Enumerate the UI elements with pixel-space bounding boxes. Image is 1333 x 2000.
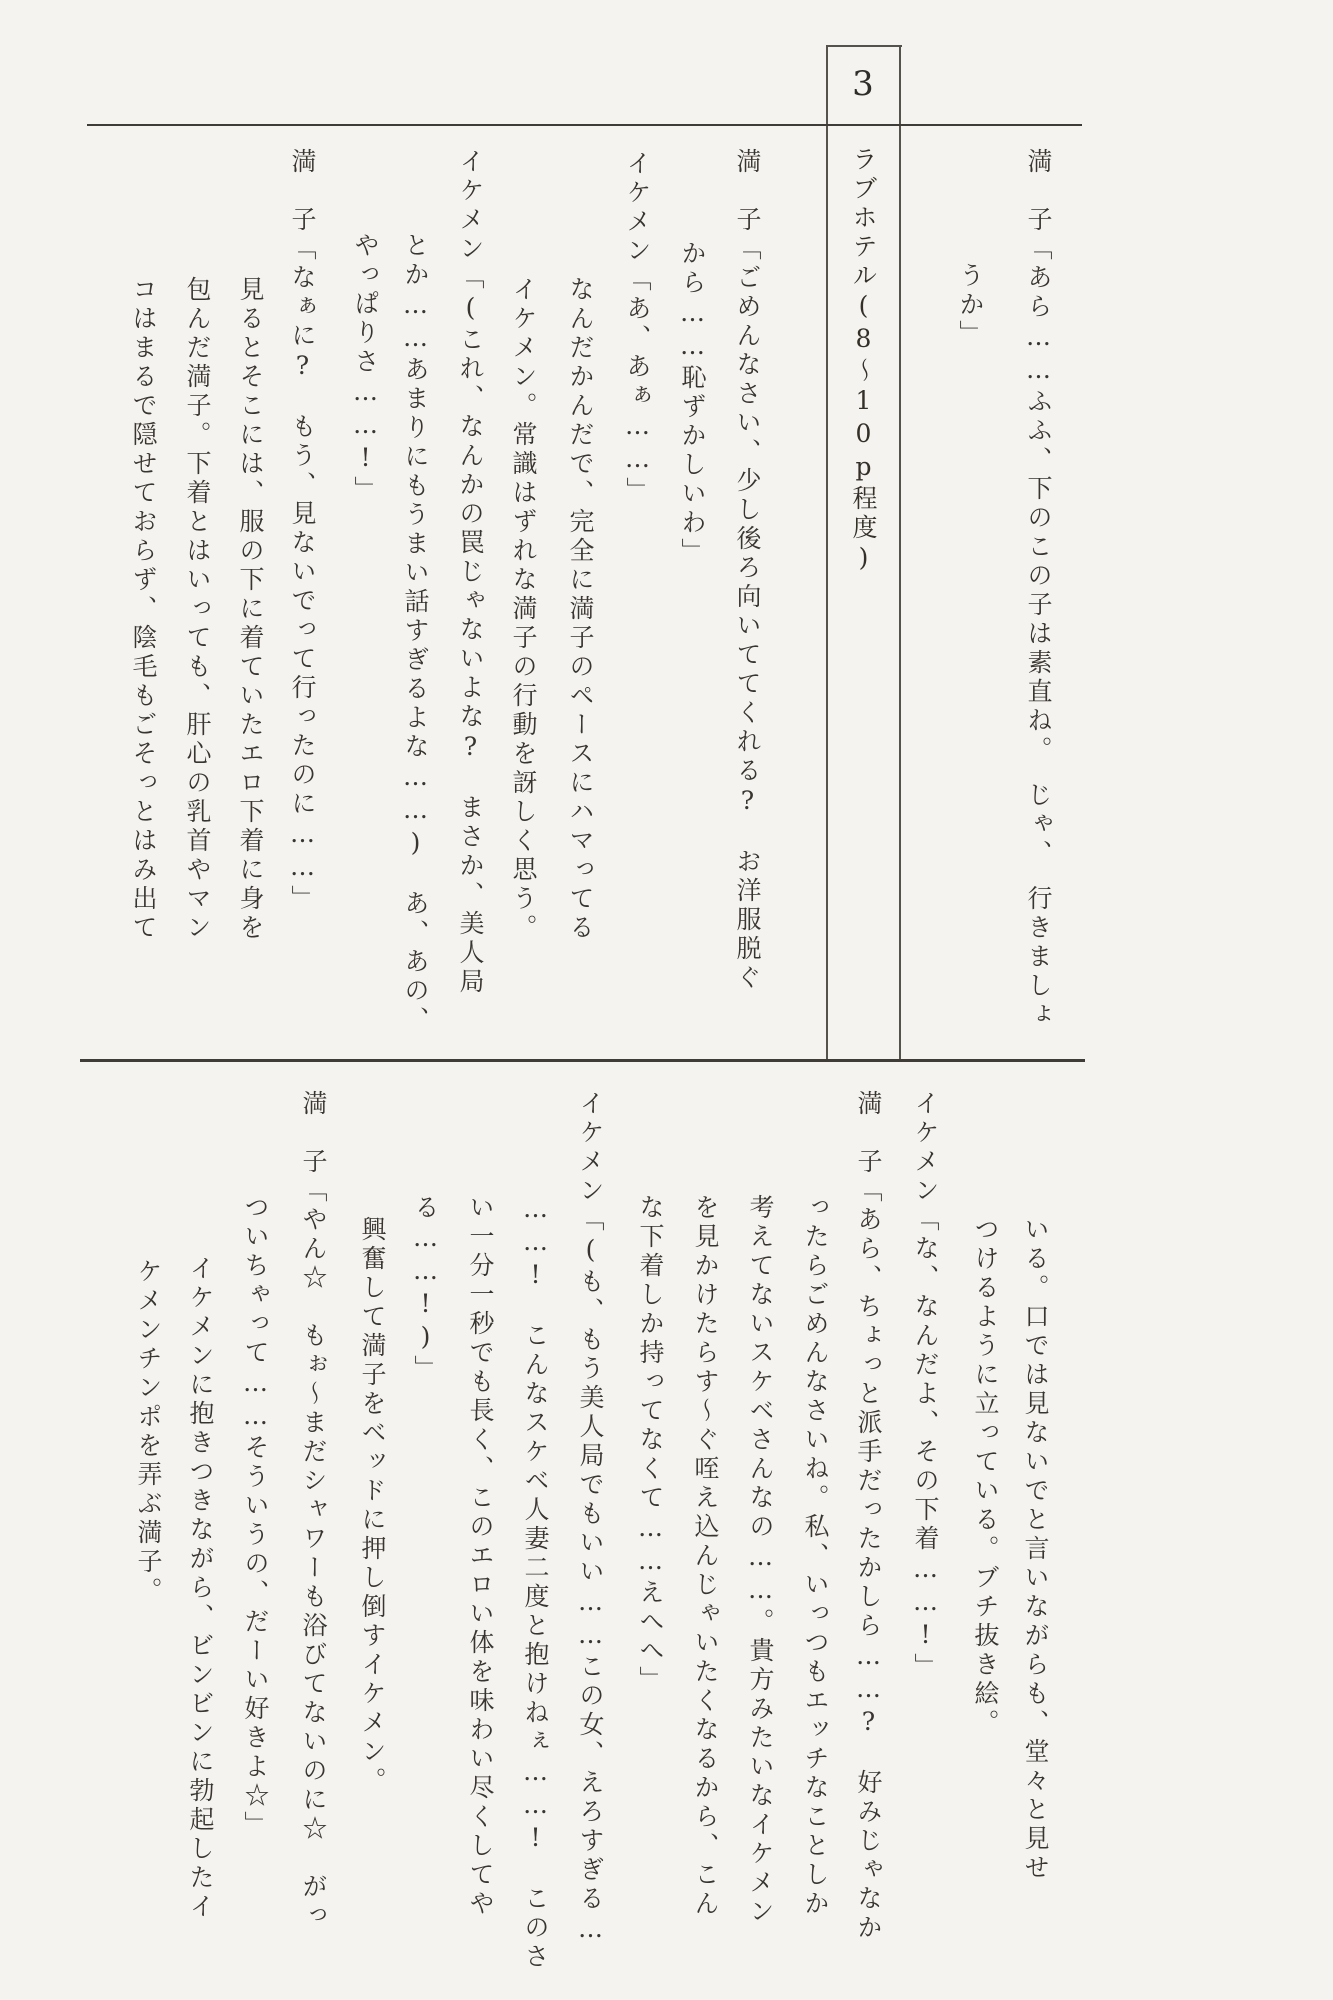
script-line-dialogue: イケメン「な、なんだよ、その下着……!」 <box>911 1090 940 1682</box>
script-line-narration: つけるように立っている。ブチ抜き絵。 <box>971 1216 1000 1738</box>
scene-title-box-right-line <box>899 45 901 1060</box>
scene-title-box-left-line <box>826 45 828 1060</box>
script-line-continuation: から……恥ずかしいわ」 <box>678 240 707 567</box>
script-line-narration: なんだかんだで、完全に満子のペースにハマってる <box>566 276 595 943</box>
script-line-narration: イケメンに抱きつきながら、ビンビンに勃起したイ <box>186 1255 215 1922</box>
script-line-dialogue: 満 子「ごめんなさい、少し後ろ向いててくれる? お洋服脱ぐ <box>733 148 762 993</box>
script-line-continuation: い一分一秒でも長く、このエロい体を味わい尽くしてや <box>466 1194 495 1919</box>
section-divider-rule <box>80 1059 1085 1062</box>
script-line-dialogue: イケメン「(も、もう美人局でもいい……この女、えろすぎる… <box>576 1090 605 1947</box>
script-line-narration: 興奮して満子をベッドに押し倒すイケメン。 <box>358 1216 387 1796</box>
script-line-continuation: な下着しか持ってなくて……えへへ」 <box>636 1194 665 1695</box>
script-line-continuation: 考えてないスケベさんなの……。貴方みたいなイケメン <box>746 1194 775 1927</box>
script-line-continuation: る……!)」 <box>411 1194 440 1384</box>
script-line-continuation: うか」 <box>956 262 985 349</box>
script-line-continuation: ついちゃって……そういうの、だーい好きよ☆」 <box>241 1194 270 1840</box>
script-line-narration: コはまるで隠せておらず、陰毛もごそっとはみ出て <box>129 276 158 943</box>
script-line-continuation: を見かけたらす〜ぐ咥え込んじゃいたくなるから、こん <box>691 1194 720 1919</box>
script-line-dialogue: 満 子「あら、ちょっと派手だったかしら……? 好みじゃなか <box>854 1090 883 1943</box>
script-line-dialogue: 満 子「なぁに? もう、見ないでって行ったのに……」 <box>288 148 317 914</box>
script-line-narration: ケメンチンポを弄ぶ満子。 <box>134 1258 163 1606</box>
page-number: 3 <box>852 64 874 104</box>
script-line-continuation: とか……あまりにもうまい話すぎるよな……) あ、あの、 <box>401 232 430 1035</box>
script-line-narration: イケメン。常識はずれな満子の行動を訝しく思う。 <box>509 276 538 943</box>
script-line-continuation: ……! こんなスケベ人妻二度と抱けねぇ……! このさ <box>521 1194 550 1972</box>
script-line-continuation: やっぱりさ……!」 <box>351 232 380 505</box>
script-line-dialogue: 満 子「あら……ふふ、下のこの子は素直ね。 じゃ、 行きましょ <box>1024 148 1053 1030</box>
script-line-scene-title: ラブホテル(8〜10p程度) <box>849 146 878 576</box>
script-line-dialogue: イケメン「(これ、なんかの罠じゃないよな? まさか、美人局 <box>456 148 485 997</box>
script-line-dialogue: イケメン「あ、あぁ……」 <box>623 150 652 506</box>
script-line-narration: 包んだ満子。下着とはいっても、肝心の乳首やマン <box>183 276 212 943</box>
script-line-narration: 見るとそこには、服の下に着ていたエロ下着に身を <box>236 276 265 943</box>
script-line-narration: いる。口では見ないでと言いながらも、堂々と見せ <box>1021 1216 1050 1883</box>
script-line-continuation: ったらごめんなさいね。私、いっつもエッチなことしか <box>801 1194 830 1919</box>
script-line-dialogue: 満 子「やん☆ もぉ〜まだシャワーも浴びてないのに☆ がっ <box>299 1090 328 1931</box>
top-rule <box>87 124 1082 126</box>
